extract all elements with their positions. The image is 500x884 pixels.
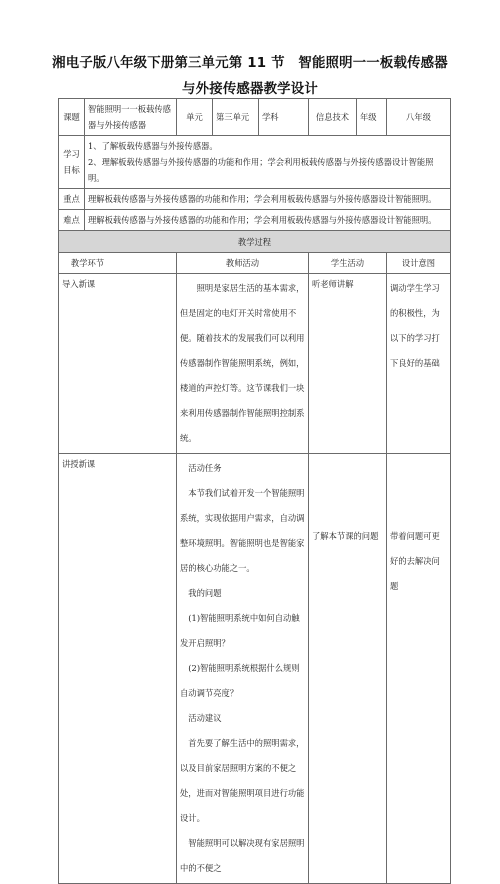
document-title-line2: 与外接传感器教学设计 bbox=[182, 82, 318, 97]
grade-value: 八年级 bbox=[387, 99, 451, 136]
goals-row bbox=[59, 136, 451, 189]
unit-label: 单元 bbox=[177, 99, 213, 136]
key-point-row bbox=[59, 189, 451, 210]
process-heading: 教学过程 bbox=[59, 231, 451, 253]
lesson-paragraph: 首先要了解生活中的照明需求，以及目前家居照明方案的不便之处，进而对智能照明项目进行功能设计。 bbox=[180, 738, 305, 823]
process-columns-row bbox=[59, 253, 451, 274]
goals-label: 学习目标 bbox=[59, 136, 85, 189]
intro-student: 听老师讲解 bbox=[309, 274, 387, 454]
lesson-student: 了解本节课的问题 bbox=[309, 454, 387, 884]
goal-item-2: 2、理解板载传感器与外接传感器的功能和作用；学会利用板载传感器与外接传感器设计智能照明。 bbox=[88, 157, 434, 183]
subject-value: 信息技术 bbox=[309, 99, 357, 136]
difficulty-row bbox=[59, 210, 451, 231]
lesson-question-2: (2)智能照明系统根据什么规则自动调节亮度？ bbox=[180, 663, 300, 698]
difficulty-label: 难点 bbox=[59, 210, 85, 231]
subject-label: 学科 bbox=[259, 99, 309, 136]
intro-row bbox=[59, 274, 451, 454]
intro-stage: 导入新课 bbox=[59, 274, 177, 454]
header-row bbox=[59, 99, 451, 136]
course-label: 课题 bbox=[59, 99, 85, 136]
process-heading-row bbox=[59, 231, 451, 253]
key-point-text: 理解板载传感器与外接传感器的功能和作用；学会利用板载传感器与外接传感器设计智能照明。 bbox=[85, 189, 451, 210]
intro-teacher bbox=[177, 274, 309, 454]
col-intent-header: 设计意图 bbox=[387, 253, 451, 274]
lesson-intent: 带着问题可更好的去解决问题 bbox=[387, 454, 451, 884]
grade-label: 年级 bbox=[357, 99, 387, 136]
lesson-question-1: (1)智能照明系统中如何自动触发开启照明？ bbox=[180, 613, 300, 648]
goals-content bbox=[85, 136, 451, 189]
course-value: 智能照明一一板载传感器与外接传感器 bbox=[85, 99, 177, 136]
lesson-heading-questions: 我的问题 bbox=[188, 588, 222, 598]
lesson-heading-task: 活动任务 bbox=[188, 463, 222, 473]
intro-teacher-text: 照明是家居生活的基本需求，但是固定的电灯开关时常使用不便。随着技术的发展我们可以利用传感器制作智能照明系统，例如，楼道的声控灯等。这节课我们一块来利用传感器制作智能照明控制系统。 bbox=[180, 283, 305, 443]
goal-item-1: 1、了解板载传感器与外接传感器。 bbox=[88, 141, 218, 151]
col-teacher-header: 教师活动 bbox=[177, 253, 309, 274]
unit-value: 第三单元 bbox=[213, 99, 259, 136]
difficulty-text: 理解板载传感器与外接传感器的功能和作用；学会利用板载传感器与外接传感器设计智能照明。 bbox=[85, 210, 451, 231]
col-student-header: 学生活动 bbox=[309, 253, 387, 274]
lesson-teacher bbox=[177, 454, 309, 884]
lesson-stage: 讲授新课 bbox=[59, 454, 177, 884]
lesson-paragraph: 本节我们试着开发一个智能照明系统，实现依据用户需求，自动调整环境照明。智能照明也是智能家居的核心功能之一。 bbox=[180, 488, 305, 573]
col-stage-header: 教学环节 bbox=[59, 253, 177, 274]
lesson-paragraph: 智能照明可以解决现有家居照明中的不便之 bbox=[180, 838, 305, 873]
document-title-line1: 湘电子版八年级下册第三单元第 11 节 智能照明一一板载传感器 bbox=[52, 56, 448, 71]
intro-intent: 调动学生学习的积极性，为以下的学习打下良好的基础 bbox=[387, 274, 451, 454]
lesson-row bbox=[59, 454, 451, 884]
lesson-plan-table bbox=[58, 98, 451, 884]
key-point-label: 重点 bbox=[59, 189, 85, 210]
lesson-heading-suggestions: 活动建议 bbox=[188, 713, 222, 723]
